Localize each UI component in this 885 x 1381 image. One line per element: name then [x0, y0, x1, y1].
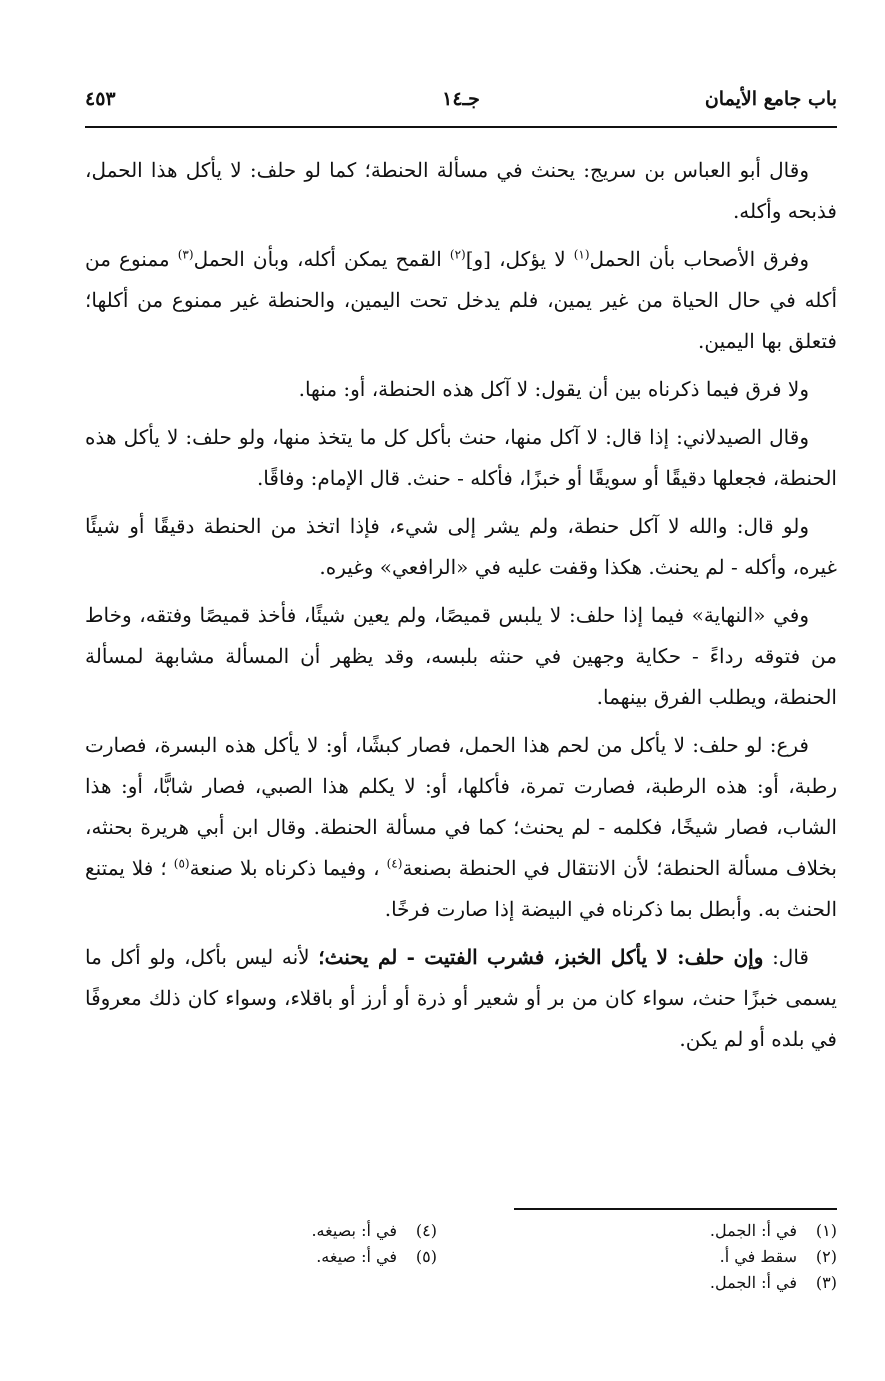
footnote-text: سقط في أ. — [719, 1247, 797, 1266]
text-segment: لا يؤكل، [و] — [465, 247, 574, 271]
text-segment: ، وفيما ذكرناه بلا صنعة — [189, 856, 387, 880]
text-segment: ؛ فلا يمتنع الحنث به. وأبطل بما ذكرناه في البيضة إذا صارت فرخًا. — [85, 856, 837, 921]
running-title: باب جامع الأيمان — [704, 88, 837, 110]
paragraph — [85, 725, 837, 930]
footnote-number: (٣) — [815, 1273, 837, 1292]
volume-label: جـ١٤ — [442, 88, 480, 110]
text-segment: وقال الصيدلاني: إذا قال: لا آكل منها، حنث بأكل كل ما يتخذ منها، ولو حلف: لا يأكل هذه الحنطة، فجعلها دقيقًا أو سويقًا أو خبزًا، فأكله - حنث. قال الإمام: وفاقًا. — [85, 425, 837, 490]
paragraph — [85, 595, 837, 718]
footnote-item — [537, 1270, 837, 1296]
header-divider — [85, 126, 837, 128]
text-segment: وفي «النهاية» فيما إذا حلف: لا يلبس قميصًا، ولم يعين شيئًا، فأخذ قميصًا وفتقه، وخاط من فتوقه رداءً - حكاية وجهين في حنثه بلبسه، وقد يظهر أن المسألة مشابهة لمسألة الحنطة، ويطلب الفرق بينهما. — [85, 603, 837, 709]
text-segment: وقال أبو العباس بن سريج: يحنث في مسألة الحنطة؛ كما لو حلف: لا يأكل هذا الحمل، فذبحه وأكله. — [85, 158, 837, 223]
footnote-reference: (٥) — [173, 856, 190, 871]
paragraph — [85, 239, 837, 362]
footnote-reference: (٤) — [386, 856, 403, 871]
text-segment: فرع: لو حلف: لا يأكل من لحم هذا الحمل، فصار كبشًا، أو: لا يأكل هذه البسرة، فصارت رطبة، أو: هذه الرطبة، فصارت تمرة، فأكلها، أو: لا يكلم هذا الصبي، فصار شابًّا، أو: هذا الشاب، فصار شيخًا، فكلمه - لم يحنث؛ كما في مسألة الحنطة. وقال ابن أبي هريرة بحنثه، بخلاف مسألة الحنطة؛ لأن الانتقال في الحنطة بصنعة — [85, 733, 837, 880]
matn-text: وإن حلف: لا يأكل الخبز، فشرب الفتيت - لم يحنث؛ — [318, 945, 764, 969]
text-segment: لأنه ليس بأكل، ولو أكل ما يسمى خبزًا حنث، سواء كان من بر أو شعير أو ذرة أو أرز أو باقلاء، وسواء كان ذلك معروفًا في بلده أو لم يكن. — [85, 945, 837, 1051]
footnote-number: (٢) — [815, 1247, 837, 1266]
footnotes-column-right — [537, 1218, 837, 1296]
footnotes-column-left — [137, 1218, 437, 1270]
page-number: ٤٥٣ — [85, 88, 116, 110]
footnote-divider — [514, 1208, 837, 1210]
text-segment: ولو قال: والله لا آكل حنطة، ولم يشر إلى شيء، فإذا اتخذ من الحنطة دقيقًا أو شيئًا غيره، وأكله - لم يحنث. هكذا وقفت عليه في «الرافعي» وغيره. — [85, 514, 837, 579]
paragraph — [85, 369, 837, 410]
footnote-text: في أ: صيغه. — [316, 1247, 397, 1266]
footnotes — [85, 1218, 837, 1318]
text-segment: ولا فرق فيما ذكرناه بين أن يقول: لا آكل هذه الحنطة، أو: منها. — [298, 377, 809, 401]
main-text — [85, 150, 837, 1067]
paragraph — [85, 937, 837, 1060]
paragraph — [85, 150, 837, 232]
footnote-item — [137, 1244, 437, 1270]
footnote-reference: (٣) — [177, 247, 194, 262]
paragraph — [85, 417, 837, 499]
paragraph — [85, 506, 837, 588]
footnote-item — [537, 1218, 837, 1244]
footnote-reference: (٢) — [449, 247, 466, 262]
footnote-number: (٥) — [415, 1247, 437, 1266]
footnote-number: (٤) — [415, 1221, 437, 1240]
text-segment: وفرق الأصحاب بأن الحمل — [589, 247, 810, 271]
footnote-item — [537, 1244, 837, 1270]
footnote-text: في أ: بصيغه. — [311, 1221, 397, 1240]
footnote-number: (١) — [815, 1221, 837, 1240]
footnote-reference: (١) — [573, 247, 590, 262]
page-header — [85, 82, 837, 122]
footnote-text: في أ: الجمل. — [709, 1221, 797, 1240]
text-segment: القمح يمكن أكله، وبأن الحمل — [193, 247, 450, 271]
paragraph-lead: قال: — [763, 945, 809, 969]
text-segment: ممنوع من أكله في حال الحياة من غير يمين، فلم يدخل تحت اليمين، والحنطة غير ممنوع من أكلها؛ فتعلق بها اليمين. — [85, 247, 837, 353]
footnote-text: في أ: الجمل. — [709, 1273, 797, 1292]
footnote-item — [137, 1218, 437, 1244]
